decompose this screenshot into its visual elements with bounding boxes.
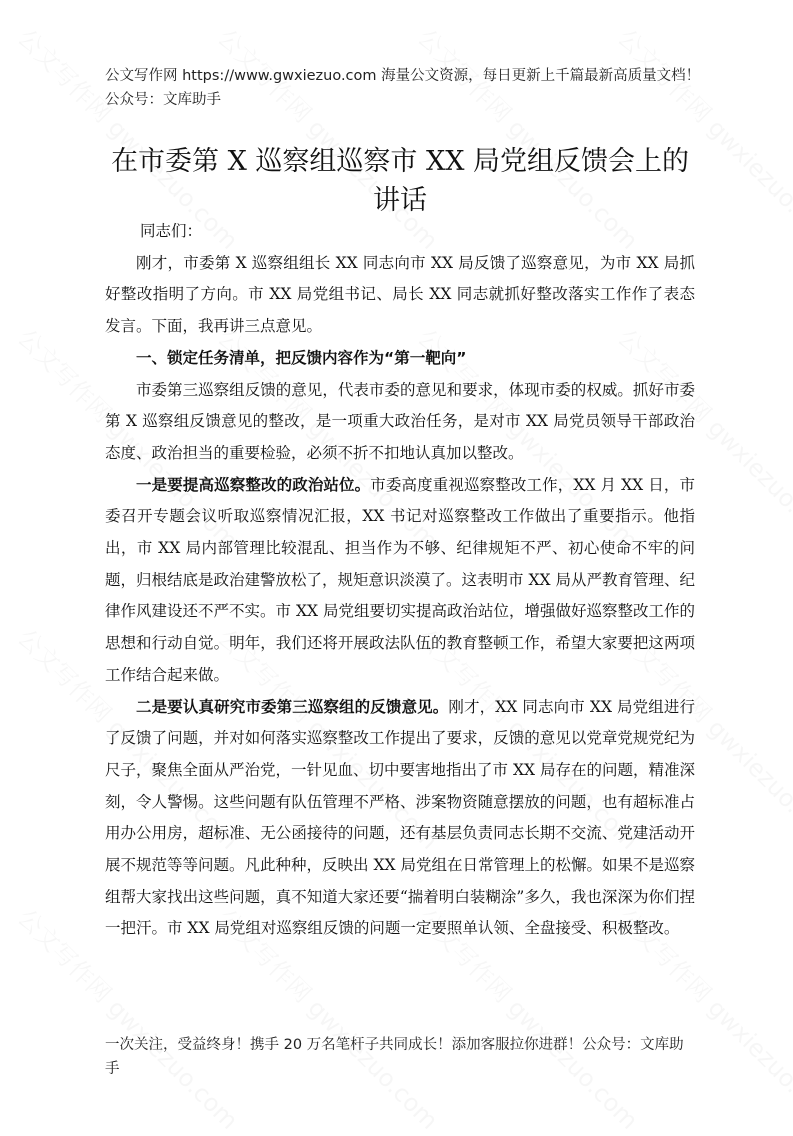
- paragraph: [105, 470, 695, 692]
- paragraph-lead: 一是要提高巡察整改的政治站位。: [136, 475, 371, 494]
- paragraph-text: 市委高度重视巡察整改工作，XX 月 XX 日，市委召开专题会议听取巡察情况汇报，XX 书记对巡察整改工作做出了重要指示。他指出，市 XX 局内部管理比较混乱、担当作为不够、纪律规矩不严、初心使命不牢的问题，归根结底是政治建警放松了，规矩意识淡漠了。这表明市 XX 局从严教育管理、纪律作风建设还不严不实。市 XX 局党组要切实提高政治站位，增强做好巡察整改工作的思想和行动自觉。明年，我们还将开展政法队伍的教育整顿工作，希望大家要把这两项工作结合起来做。: [105, 475, 695, 684]
- document-title: 在市委第 X 巡察组巡察市 XX 局党组反馈会上的讲话: [111, 146, 689, 216]
- section-heading: 一、锁定任务清单，把反馈内容作为“第一靶向”: [136, 348, 467, 367]
- paragraph: 市委第三巡察组反馈的意见，代表市委的意见和要求，体现市委的权威。抓好市委第 X 巡察组反馈意见的整改，是一项重大政治任务，是对市 XX 局党员领导干部政治态度、政治担当的重要检验，必须不折不扣地认真加以整改。: [105, 380, 695, 462]
- salutation: 同志们：: [140, 222, 203, 240]
- page-header: 公文写作网 https://www.gwxiezuo.com 海量公文资源，每日更新上千篇最新高质量文档！ 公众号：文库助手: [105, 68, 701, 108]
- paragraph-lead: 二是要认真研究市委第三巡察组的反馈意见。: [136, 697, 449, 716]
- paragraph: 刚才，市委第 X 巡察组组长 XX 同志向市 XX 局反馈了巡察意见，为市 XX 局抓好整改指明了方向。市 XX 局党组书记、局长 XX 同志就抓好整改落实工作作了表态发言。下面，我再讲三点意见。: [105, 253, 695, 336]
- paragraph: [105, 692, 695, 946]
- document-body: [105, 216, 695, 945]
- page-footer: 一次关注，受益终身！携手 20 万名笔杆子共同成长！添加客服拉你进群！公众号：文库助手: [105, 1037, 684, 1077]
- paragraph-text: 刚才，XX 同志向市 XX 局党组进行了反馈了问题，并对如何落实巡察整改工作提出了要求，反馈的意见以党章党规党纪为尺子，聚焦全面从严治党，一针见血、切中要害地指出了市 XX 局存在的问题，精准深刻，令人警惕。这些问题有队伍管理不严格、涉案物资随意摆放的问题，也有超标准占用办公用房，超标准、无公函接待的问题，还有基层负责同志长期不交流、党建活动开展不规范等等问题。凡此种种，反映出 XX 局党组在日常管理上的松懈。如果不是巡察组帮大家找出这些问题，真不知道大家还要“揣着明白装糊涂”多久，我也深深为你们捏一把汗。市 XX 局党组对巡察组反馈的问题一定要照单认领、全盘接受、积极整改。: [105, 697, 695, 938]
